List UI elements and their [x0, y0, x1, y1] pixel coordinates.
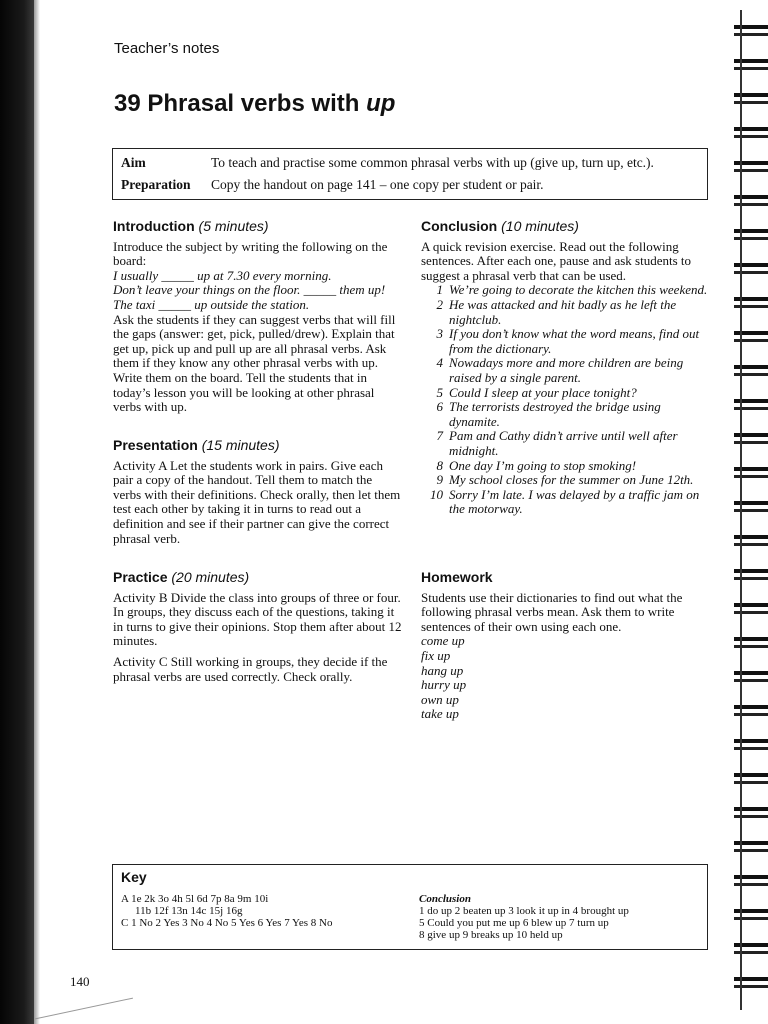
sentence-number: 4 — [436, 355, 443, 371]
introduction-heading: Introduction (5 minutes) — [113, 218, 269, 234]
key-conclusion — [419, 893, 703, 941]
sentence-number: 10 — [430, 486, 443, 502]
preparation-label: Preparation — [121, 177, 191, 192]
sentence-number: 7 — [436, 428, 443, 444]
sentence-text: We’re going to decorate the kitchen this weekend. — [449, 282, 708, 298]
scan-edge-fade — [34, 0, 40, 1024]
sentence-number: 2 — [436, 296, 443, 312]
presentation-section — [113, 438, 403, 546]
title-text: Phrasal verbs with — [147, 90, 360, 117]
key-line-c: C 1 No 2 Yes 3 No 4 No 5 Yes 6 Yes 7 Yes 8 No — [121, 917, 333, 929]
sentence-number: 5 — [436, 384, 443, 400]
title-number: 39 — [114, 90, 141, 117]
key-conclusion-label: Conclusion — [419, 893, 471, 905]
introduction-paragraph-1: Introduce the subject by writing the following on the board: — [113, 238, 388, 269]
sentence-text: Nowadays more and more children are being raised by a single parent. — [449, 355, 684, 385]
homework-verb: own up — [421, 691, 459, 707]
conclusion-sentence — [421, 298, 711, 327]
page-title — [114, 90, 395, 118]
sentence-number: 1 — [436, 282, 443, 298]
sentence-text: He was attacked and hit badly as he left the nightclub. — [449, 296, 677, 327]
sentence-number: 8 — [436, 457, 443, 473]
title-emphasis: up — [366, 90, 396, 117]
answer-key-box — [112, 864, 708, 950]
key-line-a: A 1e 2k 3o 4h 5l 6d 7p 8a 9m 10i — [121, 893, 269, 905]
conclusion-intro: A quick revision exercise. Read out the following sentences. After each one, pause and ask students to suggest a phrasal verb that can be used. — [421, 238, 692, 283]
board-example-1: I usually _____ up at 7.30 every morning. — [113, 267, 332, 283]
practice-section — [113, 570, 403, 684]
presentation-paragraph: Activity A Let the students work in pairs. Give each pair a copy of the handout. Tell them to match the verbs with their definitions. Check orally, then let them test each other by taking it in turns to read out a definition and see if their partner can give the correct phrasal verb. — [113, 457, 401, 546]
conclusion-sentence — [421, 386, 711, 401]
conclusion-sentence — [421, 488, 711, 517]
conclusion-sentence — [421, 327, 711, 356]
conclusion-sentence — [421, 473, 711, 488]
presentation-heading: Presentation (15 minutes) — [113, 437, 280, 453]
sentence-number: 9 — [436, 472, 443, 488]
sentence-text: If you don’t know what the word means, find out from the dictionary. — [449, 326, 700, 356]
key-conclusion-line-1: 1 do up 2 beaten up 3 look it up in 4 brought up — [419, 905, 629, 917]
sentence-number: 3 — [436, 326, 443, 342]
sentence-text: The terrorists destroyed the bridge using dynamite. — [449, 399, 661, 429]
aim-label: Aim — [121, 155, 146, 170]
preparation-row — [121, 177, 703, 193]
key-conclusion-line-3: 8 give up 9 breaks up 10 held up — [419, 929, 563, 941]
conclusion-sentence-list — [421, 283, 711, 517]
homework-verb: fix up — [421, 647, 451, 663]
conclusion-sentence — [421, 400, 711, 429]
scan-dark-edge — [0, 0, 34, 1024]
introduction-section — [113, 219, 403, 415]
board-example-2: Don’t leave your things on the floor. _____ them up! — [113, 282, 386, 298]
sentence-text: Could I sleep at your place tonight? — [449, 384, 637, 400]
sentence-text: One day I’m going to stop smoking! — [449, 457, 637, 473]
sentence-number: 6 — [436, 399, 443, 415]
practice-heading: Practice (20 minutes) — [113, 569, 250, 585]
conclusion-sentence — [421, 283, 711, 298]
conclusion-section — [421, 219, 711, 517]
scan-artifact — [35, 998, 133, 1020]
aim-row — [121, 155, 703, 171]
conclusion-sentence — [421, 356, 711, 385]
homework-section — [421, 570, 711, 722]
homework-verb: hang up — [421, 662, 464, 678]
conclusion-sentence — [421, 429, 711, 458]
introduction-paragraph-2: Ask the students if they can suggest verbs that will fill the gaps (answer: get, pick, pulled/drew). Explain that get up, pick up and pull up are all phrasal verbs. Ask them if they know any other phrasal verbs with up. Write them on the board. Tell the students that in today’s lesson you will be looking at other phrasal verbs with up. — [113, 311, 396, 415]
homework-verb-list — [421, 634, 711, 722]
homework-intro: Students use their dictionaries to find out what the following phrasal verbs mean. Ask them to write sentences of their own using each one. — [421, 589, 683, 634]
key-conclusion-line-2: 5 Could you put me up 6 blew up 7 turn up — [419, 917, 609, 929]
aim-preparation-box — [112, 148, 708, 200]
homework-heading: Homework — [421, 569, 493, 585]
sentence-text: Pam and Cathy didn’t arrive until well after midnight. — [449, 428, 678, 458]
homework-verb: hurry up — [421, 677, 467, 693]
homework-verb: take up — [421, 706, 459, 722]
aim-text: To teach and practise some common phrasal verbs with up (give up, turn up, etc.). — [211, 155, 654, 170]
sentence-text: My school closes for the summer on June 12th. — [449, 472, 694, 488]
board-example-3: The taxi _____ up outside the station. — [113, 296, 310, 312]
spiral-binding — [734, 10, 768, 1010]
homework-verb: come up — [421, 633, 465, 649]
conclusion-heading: Conclusion (10 minutes) — [421, 218, 579, 234]
running-header: Teacher’s notes — [114, 40, 220, 57]
practice-paragraph-1: Activity B Divide the class into groups of three or four. In groups, they discuss each of the questions, taking it in turns to give their opinions. Stop them after about 12 minutes. — [113, 589, 402, 649]
key-activities — [121, 893, 411, 929]
sentence-text: Sorry I’m late. I was delayed by a traffic jam on the motorway. — [449, 486, 700, 517]
preparation-text: Copy the handout on page 141 – one copy per student or pair. — [211, 177, 544, 192]
page-number: 140 — [70, 974, 90, 989]
key-title: Key — [121, 869, 147, 885]
conclusion-sentence — [421, 459, 711, 474]
practice-paragraph-2: Activity C Still working in groups, they decide if the phrasal verbs are used correctly. Check orally. — [113, 653, 388, 684]
key-line-a-continued: 11b 12f 13n 14c 15j 16g — [135, 905, 243, 917]
